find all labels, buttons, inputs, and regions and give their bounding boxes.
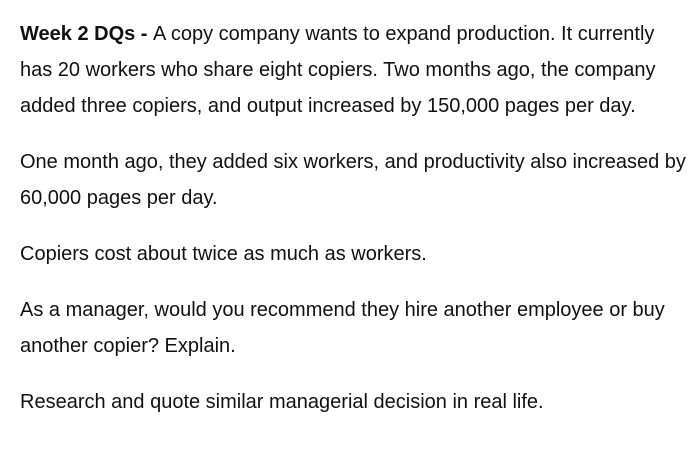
- paragraph-question: As a manager, would you recommend they hire another employee or buy another copier? Explain.: [20, 299, 665, 357]
- intro-text: A copy company wants to expand production. It currently has 20 workers who share eight copiers. Two months ago, the company added three copiers, and output increased by 150,000 pages per day.: [20, 23, 656, 117]
- paragraph-cost: Copiers cost about twice as much as workers.: [20, 243, 427, 265]
- paragraph-workers: One month ago, they added six workers, and productivity also increased by 60,000 pages per day.: [20, 151, 686, 209]
- heading-separator: -: [135, 23, 154, 45]
- discussion-question-text: [20, 16, 688, 420]
- paragraph-research: Research and quote similar managerial decision in real life.: [20, 391, 544, 413]
- intro-paragraph: [20, 16, 688, 124]
- dq-heading: Week 2 DQs: [20, 23, 136, 45]
